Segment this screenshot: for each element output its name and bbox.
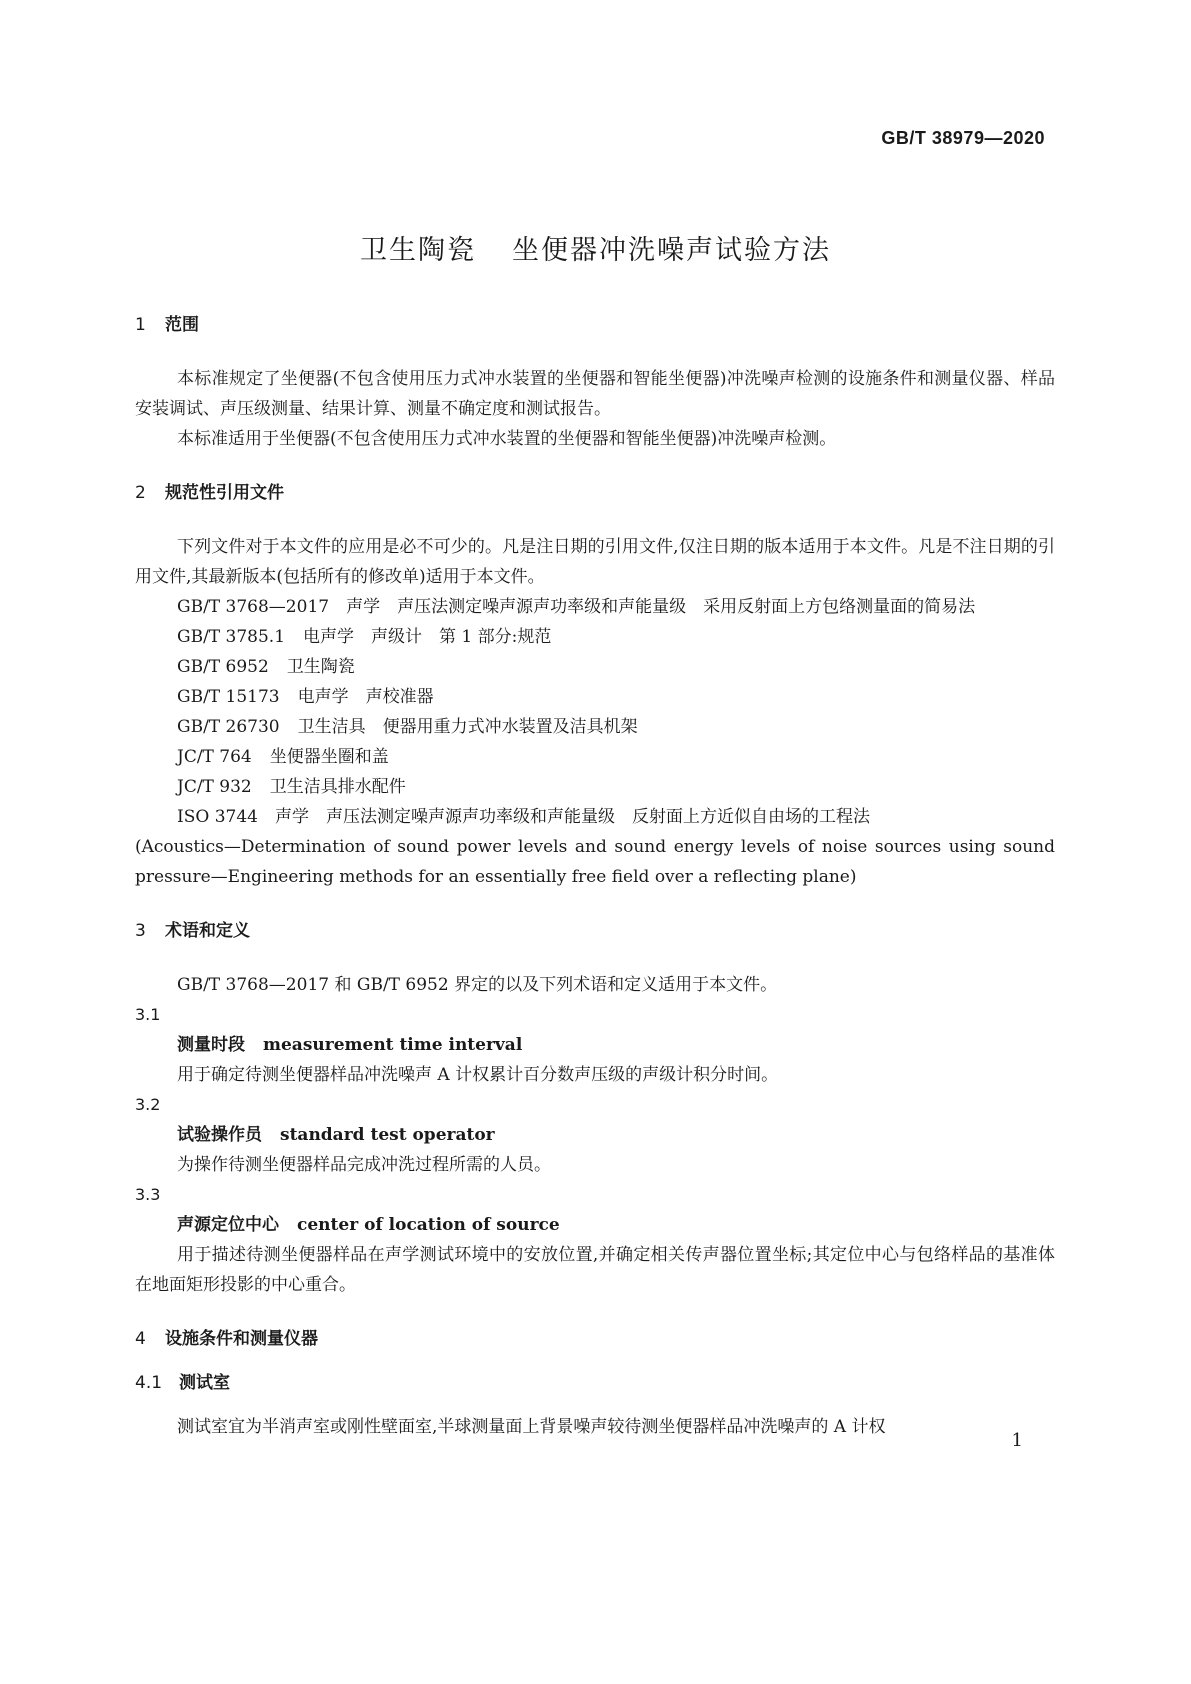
term-name-zh: 测量时段 (177, 1035, 245, 1055)
reference-item (135, 652, 1055, 682)
term-definition: 用于描述待测坐便器样品在声学测试环境中的安放位置,并确定相关传声器位置坐标;其定位中心与包络样品的基准体在地面矩形投影的中心重合。 (135, 1245, 1055, 1295)
reference-list (135, 622, 1055, 802)
term-number: 3.1 (135, 1005, 161, 1024)
term-name (135, 1030, 1055, 1060)
section-title: 范围 (165, 315, 199, 335)
reference-item (135, 682, 1055, 712)
section-number: 1 (135, 315, 146, 335)
subsection-title: 测试室 (179, 1373, 230, 1393)
section-title: 术语和定义 (165, 921, 250, 941)
reference-item (135, 712, 1055, 742)
term-number: 3.2 (135, 1095, 161, 1114)
section-number: 3 (135, 921, 146, 941)
subsection-4-1-heading (135, 1368, 1055, 1398)
term-name (135, 1210, 1055, 1240)
term-entry (135, 1000, 1055, 1090)
term-name-zh: 声源定位中心 (177, 1215, 279, 1235)
section-4-heading (135, 1324, 1055, 1354)
term-number: 3.3 (135, 1185, 161, 1204)
reference-code: JC/T 932 (177, 777, 252, 797)
reference-title: 电声学 声级计 第 1 部分:规范 (303, 627, 552, 647)
reference-code: GB/T 6952 (177, 657, 269, 677)
subsection-number: 4.1 (135, 1373, 163, 1393)
standard-number: GB/T 38979—2020 (881, 128, 1045, 148)
section-2-heading (135, 478, 1055, 508)
reference-title: 电声学 声校准器 (297, 687, 434, 707)
reference-item (135, 742, 1055, 772)
term-definition: 为操作待测坐便器样品完成冲洗过程所需的人员。 (177, 1155, 551, 1175)
document-title (0, 228, 1191, 267)
reference-iso-3744-english: (Acoustics—Determination of sound power levels and sound energy levels of noise sources using sound pressure—Engineering methods for an essentially free field over a reflecting plane) (135, 837, 1055, 887)
scope-paragraph-2: 本标准适用于坐便器(不包含使用压力式冲水装置的坐便器和智能坐便器)冲洗噪声检测。 (177, 429, 837, 449)
term-entry (135, 1090, 1055, 1180)
terms-intro: GB/T 3768—2017 和 GB/T 6952 界定的以及下列术语和定义适用于本文件。 (177, 975, 778, 995)
reference-title: 卫生洁具 便器用重力式冲水装置及洁具机架 (297, 717, 638, 737)
term-name-en: measurement time interval (263, 1035, 523, 1055)
section-number: 2 (135, 483, 146, 503)
term-name (135, 1120, 1055, 1150)
reference-item (135, 622, 1055, 652)
reference-title: 坐便器坐圈和盖 (269, 747, 389, 767)
reference-code: GB/T 26730 (177, 717, 280, 737)
reference-iso-3744: ISO 3744 声学 声压法测定噪声源声功率级和声能量级 反射面上方近似自由场的工程法 (177, 807, 870, 827)
reference-title: 卫生洁具排水配件 (269, 777, 406, 797)
reference-code: GB/T 3785.1 (177, 627, 286, 647)
reference-gbt-3768: GB/T 3768—2017 声学 声压法测定噪声源声功率级和声能量级 采用反射面上方包络测量面的简易法 (177, 597, 976, 617)
test-room-paragraph: 测试室宜为半消声室或刚性壁面室,半球测量面上背景噪声较待测坐便器样品冲洗噪声的 A 计权 (177, 1417, 886, 1437)
section-3-heading (135, 916, 1055, 946)
references-intro: 下列文件对于本文件的应用是必不可少的。凡是注日期的引用文件,仅注日期的版本适用于本文件。凡是不注日期的引用文件,其最新版本(包括所有的修改单)适用于本文件。 (135, 537, 1055, 587)
title-part-1: 卫生陶瓷 (360, 235, 476, 266)
section-title: 规范性引用文件 (165, 483, 284, 503)
reference-title: 卫生陶瓷 (286, 657, 355, 677)
title-part-2: 坐便器冲洗噪声试验方法 (512, 235, 831, 266)
term-name-en: standard test operator (280, 1125, 495, 1145)
page-number: 1 (1011, 1430, 1023, 1451)
section-1-heading (135, 310, 1055, 340)
reference-code: JC/T 764 (177, 747, 252, 767)
scope-paragraph-1: 本标准规定了坐便器(不包含使用压力式冲水装置的坐便器和智能坐便器)冲洗噪声检测的设施条件和测量仪器、样品安装调试、声压级测量、结果计算、测量不确定度和测试报告。 (135, 369, 1055, 419)
term-definition: 用于确定待测坐便器样品冲洗噪声 A 计权累计百分数声压级的声级计积分时间。 (177, 1065, 779, 1085)
section-number: 4 (135, 1329, 146, 1349)
term-name-en: center of location of source (297, 1215, 560, 1235)
term-entry (135, 1180, 1055, 1300)
document-body (135, 310, 1055, 1442)
section-title: 设施条件和测量仪器 (165, 1329, 318, 1349)
term-name-zh: 试验操作员 (177, 1125, 262, 1145)
reference-item (135, 772, 1055, 802)
reference-code: GB/T 15173 (177, 687, 280, 707)
